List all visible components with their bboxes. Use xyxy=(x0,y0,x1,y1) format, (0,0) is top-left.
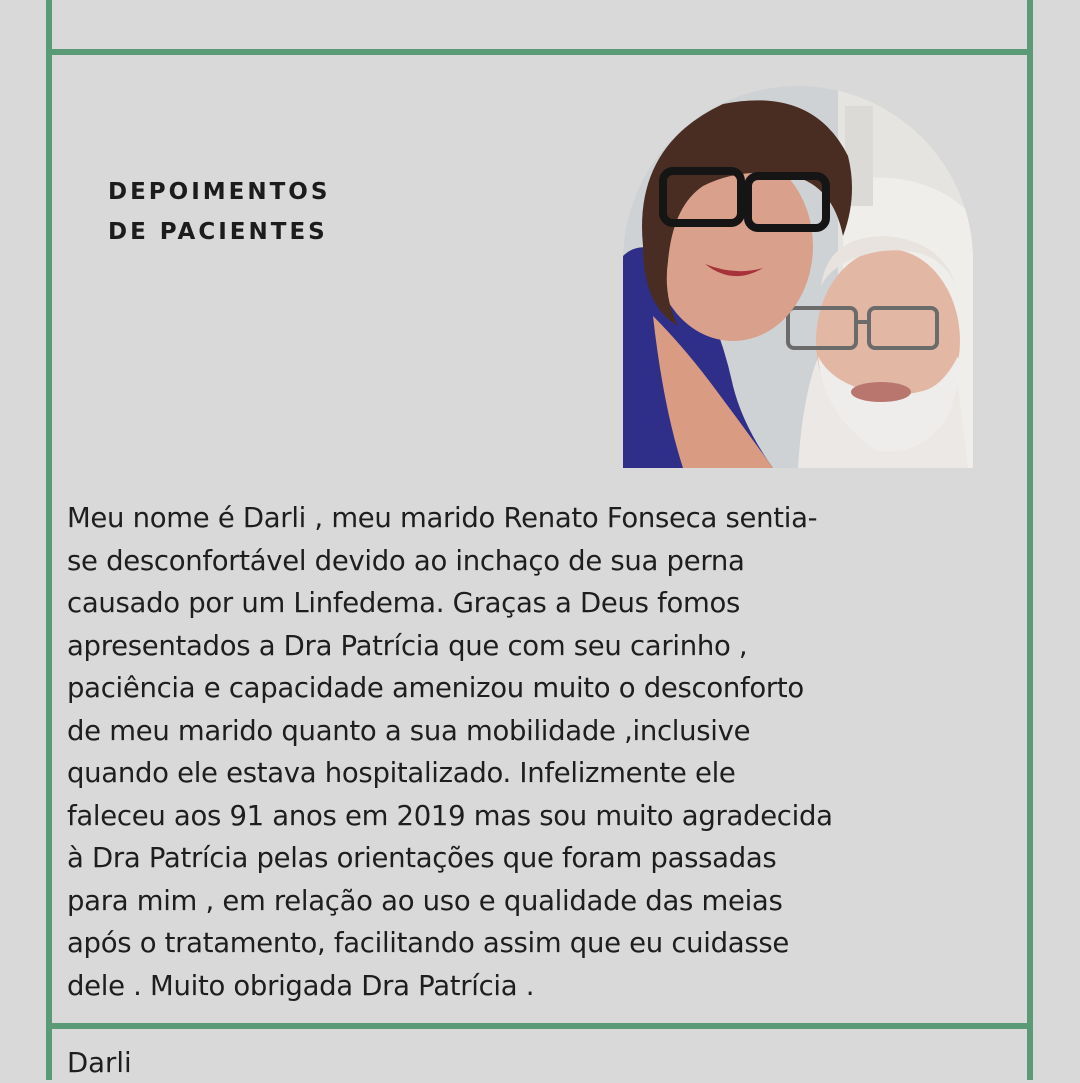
testimonial-line: à Dra Patrícia pelas orientações que foram passadas xyxy=(67,842,777,874)
testimonial-line: de meu marido quanto a sua mobilidade ,inclusive xyxy=(67,714,751,747)
testimonial-line: para mim , em relação ao uso e qualidade das meias xyxy=(67,884,783,917)
testimonial-line: paciência e capacidade amenizou muito o desconforto xyxy=(67,672,804,704)
testimonial-line: se desconfortável devido ao inchaço de sua perna xyxy=(67,544,745,577)
testimonial-text xyxy=(67,497,1022,1007)
author-name: Darli xyxy=(67,1047,132,1079)
testimonial-line: faleceu aos 91 anos em 2019 mas sou muito agradecida xyxy=(67,799,833,832)
testimonial-line: dele . Muito obrigada Dra Patrícia . xyxy=(67,969,535,1002)
frame-bottom-line xyxy=(47,1023,1033,1029)
testimonial-line: Meu nome é Darli , meu marido Renato Fonseca sentia- xyxy=(67,502,818,534)
frame-right-line xyxy=(1027,0,1033,1080)
testimonial-line: após o tratamento, facilitando assim que eu cuidasse xyxy=(67,927,790,959)
section-heading xyxy=(108,172,428,252)
testimonial-line: quando ele estava hospitalizado. Infelizmente ele xyxy=(67,757,736,789)
frame-top-line xyxy=(47,49,1033,55)
photo-illustration xyxy=(623,86,973,468)
frame-left-line xyxy=(46,0,52,1080)
heading-line-2: DE PACIENTES xyxy=(108,219,328,245)
patient-photo xyxy=(623,86,973,468)
testimonial-line: causado por um Linfedema. Graças a Deus fomos xyxy=(67,587,741,619)
testimonial-line: apresentados a Dra Patrícia que com seu carinho , xyxy=(67,629,748,662)
heading-line-1: DEPOIMENTOS xyxy=(108,179,331,205)
